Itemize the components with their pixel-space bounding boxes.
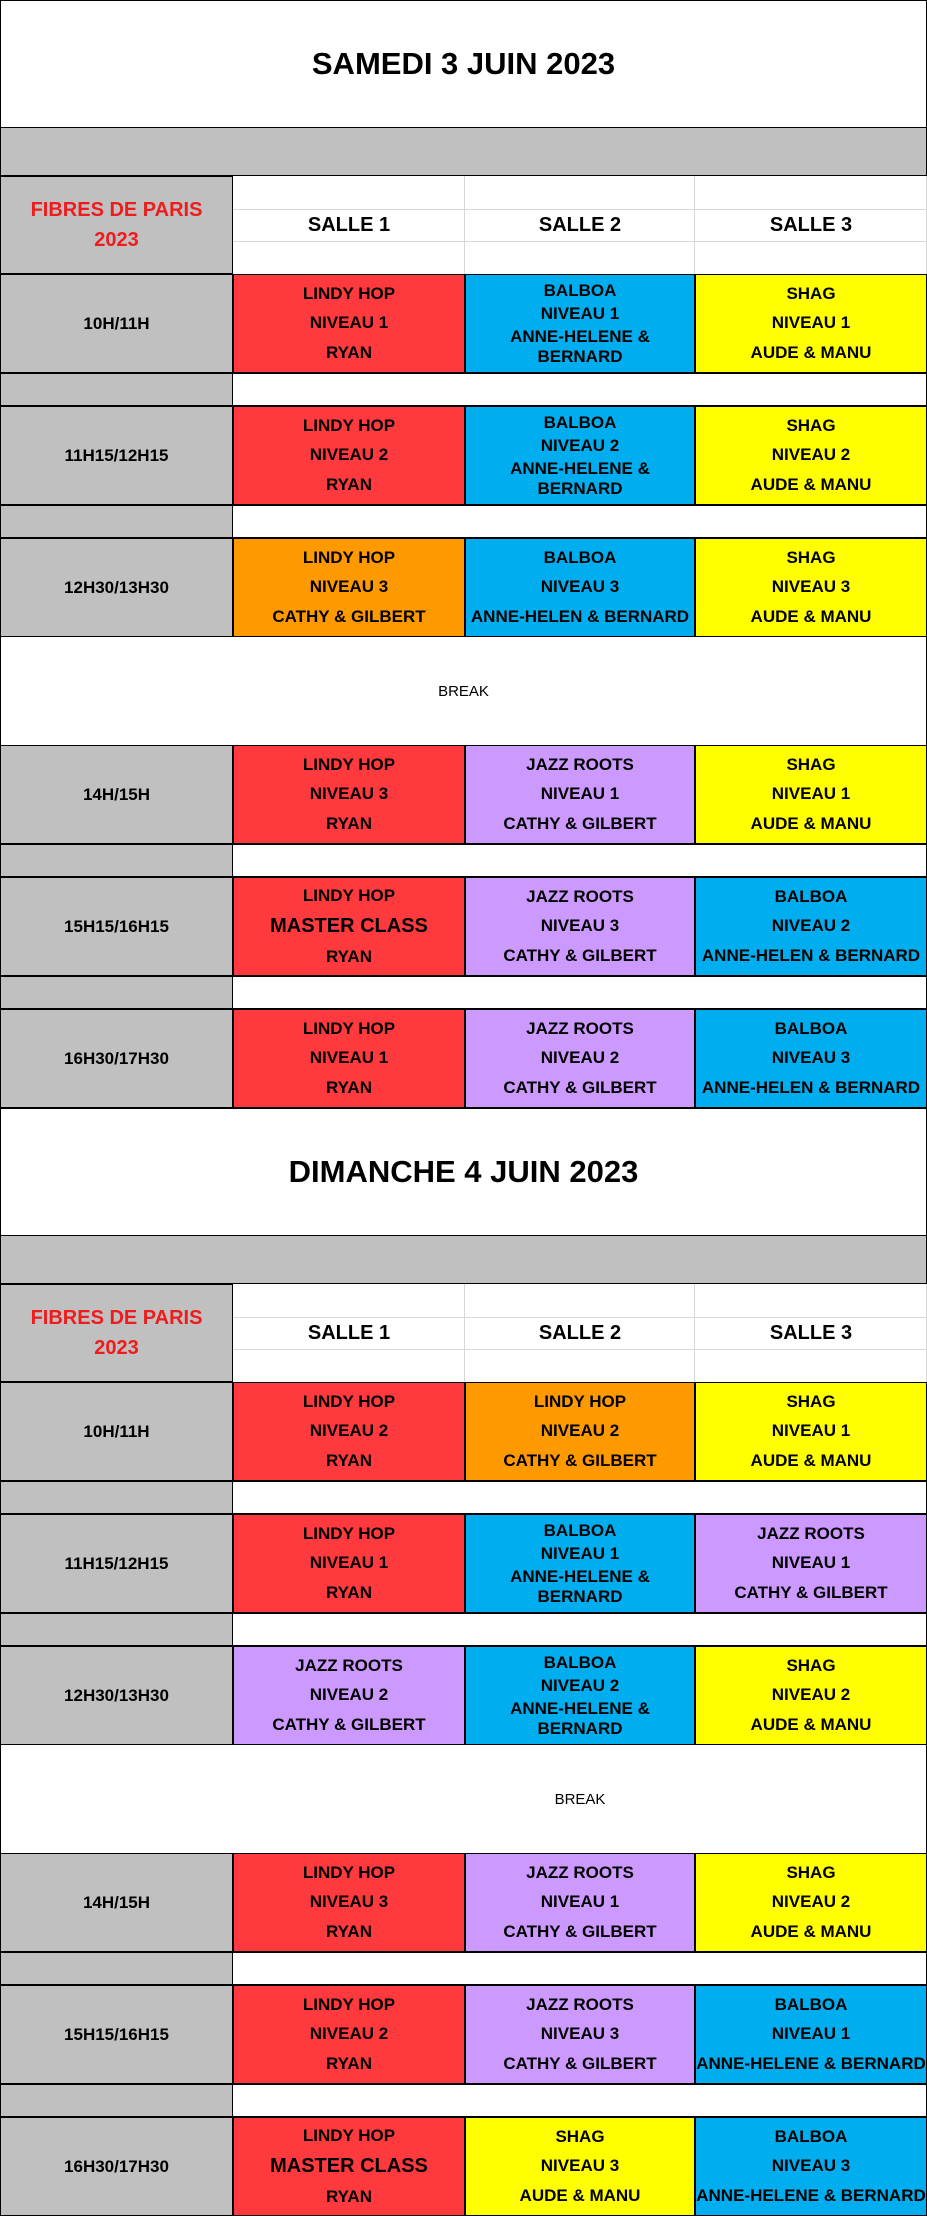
class-level: NIVEAU 2 [771, 1685, 851, 1705]
spacer-white [233, 1613, 927, 1646]
class-style: BALBOA [774, 886, 848, 906]
class-cell [233, 538, 465, 637]
class-teacher: RYAN [326, 1078, 372, 1098]
class-teacher: AUDE & MANU [519, 2186, 641, 2206]
class-teacher: RYAN [326, 1583, 372, 1603]
class-level: NIVEAU 1 [540, 303, 620, 323]
class-level: NIVEAU 1 [540, 1543, 620, 1563]
class-level: NIVEAU 3 [540, 577, 620, 597]
class-teacher: ANNE-HELEN & BERNARD [701, 946, 921, 966]
class-cell [233, 2117, 465, 2216]
time-slot: 14H/15H [0, 745, 233, 844]
header-gridline [233, 1349, 927, 1350]
break-label: BREAK [438, 682, 489, 700]
class-style: BALBOA [543, 280, 617, 300]
class-level: NIVEAU 1 [771, 2024, 851, 2044]
class-cell [233, 1985, 465, 2084]
spacer-white [233, 2084, 927, 2117]
class-teacher: CATHY & GILBERT [503, 1078, 657, 1098]
class-cell [465, 274, 695, 373]
class-teacher: AUDE & MANU [750, 607, 872, 627]
class-level: NIVEAU 2 [309, 2024, 389, 2044]
spacer-white [233, 1481, 927, 1514]
class-cell [465, 538, 695, 637]
class-teacher: RYAN [326, 2054, 372, 2074]
class-cell [695, 2117, 927, 2216]
class-cell [465, 1382, 695, 1481]
class-style: BALBOA [543, 1520, 617, 1540]
class-teacher: ANNE-HELENE & BERNARD [510, 1566, 650, 1606]
class-level: NIVEAU 1 [540, 1892, 620, 1912]
spacer-gray [0, 1613, 233, 1646]
class-cell [695, 538, 927, 637]
class-teacher: RYAN [326, 946, 372, 966]
brand-label [0, 176, 233, 274]
break-row [0, 637, 927, 745]
spacer-gray [0, 505, 233, 538]
room-header-label: SALLE 1 [307, 213, 391, 236]
class-style: BALBOA [543, 412, 617, 432]
class-cell [695, 1853, 927, 1952]
class-cell [695, 1985, 927, 2084]
class-teacher: AUDE & MANU [750, 343, 872, 363]
class-level: NIVEAU 1 [309, 313, 389, 333]
class-style: JAZZ ROOTS [526, 1862, 634, 1882]
class-cell [695, 274, 927, 373]
brand-line: 2023 [94, 1337, 139, 1359]
spacer-gray [0, 1952, 233, 1985]
brand-line: FIBRES DE PARIS [30, 1307, 203, 1329]
class-style: LINDY HOP [302, 2126, 396, 2146]
class-level: NIVEAU 2 [309, 445, 389, 465]
class-cell [465, 877, 695, 976]
class-style: LINDY HOP [302, 1862, 396, 1882]
time-slot: 15H15/16H15 [0, 877, 233, 976]
class-style: JAZZ ROOTS [295, 1655, 403, 1675]
class-teacher: CATHY & GILBERT [503, 946, 657, 966]
class-teacher: ANNE-HELENE & BERNARD [696, 2054, 926, 2074]
room-header-label: SALLE 3 [769, 213, 853, 236]
class-teacher: CATHY & GILBERT [503, 814, 657, 834]
class-teacher: AUDE & MANU [750, 1451, 872, 1471]
class-teacher: CATHY & GILBERT [272, 607, 426, 627]
spacer-gray [0, 1481, 233, 1514]
header-gridline [233, 1317, 927, 1318]
time-slot: 16H30/17H30 [0, 1009, 233, 1108]
class-cell [465, 745, 695, 844]
class-teacher: CATHY & GILBERT [503, 1451, 657, 1471]
time-slot: 14H/15H [0, 1853, 233, 1952]
class-cell [465, 1514, 695, 1613]
spacer-gray [0, 373, 233, 406]
class-style: LINDY HOP [302, 1994, 396, 2014]
header-gridline [233, 241, 927, 242]
class-teacher: ANNE-HELEN & BERNARD [701, 1078, 921, 1098]
class-style: LINDY HOP [302, 886, 396, 906]
time-slot: 12H30/13H30 [0, 538, 233, 637]
class-style: SHAG [555, 2126, 605, 2146]
class-cell [233, 1514, 465, 1613]
class-cell [695, 406, 927, 505]
class-style: SHAG [786, 547, 836, 567]
class-cell [233, 406, 465, 505]
class-level: NIVEAU 3 [309, 577, 389, 597]
time-slot: 11H15/12H15 [0, 1514, 233, 1613]
class-style: JAZZ ROOTS [526, 754, 634, 774]
class-teacher: ANNE-HELENE & BERNARD [510, 1698, 650, 1738]
class-cell [695, 745, 927, 844]
class-cell [233, 274, 465, 373]
class-style: BALBOA [543, 547, 617, 567]
header-gridline [233, 209, 927, 210]
class-style: LINDY HOP [302, 283, 396, 303]
class-level: MASTER CLASS [270, 914, 428, 937]
class-teacher: AUDE & MANU [750, 1715, 872, 1735]
class-style: JAZZ ROOTS [526, 1994, 634, 2014]
spacer-white [233, 844, 927, 877]
class-style: SHAG [786, 1862, 836, 1882]
spacer-white [233, 505, 927, 538]
class-style: BALBOA [543, 1652, 617, 1672]
class-level: NIVEAU 3 [540, 2024, 620, 2044]
class-teacher: RYAN [326, 475, 372, 495]
spacer-gray [0, 2084, 233, 2117]
class-teacher: ANNE-HELENE & BERNARD [696, 2186, 926, 2206]
break-label: BREAK [554, 1790, 606, 1808]
class-style: BALBOA [774, 2126, 848, 2146]
class-style: LINDY HOP [302, 547, 396, 567]
class-teacher: RYAN [326, 2186, 372, 2206]
class-teacher: RYAN [326, 814, 372, 834]
class-cell [465, 2117, 695, 2216]
class-cell [233, 745, 465, 844]
class-cell [695, 1009, 927, 1108]
class-level: NIVEAU 2 [771, 916, 851, 936]
room-header-label: SALLE 2 [538, 213, 622, 236]
time-slot: 15H15/16H15 [0, 1985, 233, 2084]
spacer-white [233, 976, 927, 1009]
time-slot: 11H15/12H15 [0, 406, 233, 505]
class-teacher: AUDE & MANU [750, 1922, 872, 1942]
class-style: BALBOA [774, 1018, 848, 1038]
class-cell [233, 1009, 465, 1108]
class-style: JAZZ ROOTS [526, 886, 634, 906]
class-style: SHAG [786, 1391, 836, 1411]
class-cell [695, 877, 927, 976]
class-level: NIVEAU 3 [771, 1048, 851, 1068]
class-cell [695, 1646, 927, 1745]
class-level: NIVEAU 3 [309, 784, 389, 804]
class-level: NIVEAU 1 [771, 784, 851, 804]
class-level: NIVEAU 3 [771, 2156, 851, 2176]
class-level: NIVEAU 3 [540, 916, 620, 936]
class-teacher: RYAN [326, 343, 372, 363]
class-style: LINDY HOP [302, 1523, 396, 1543]
class-teacher: AUDE & MANU [750, 814, 872, 834]
class-cell [695, 1514, 927, 1613]
class-style: SHAG [786, 283, 836, 303]
spacer-gray [0, 976, 233, 1009]
time-slot: 10H/11H [0, 1382, 233, 1481]
class-level: NIVEAU 2 [771, 1892, 851, 1912]
class-level: NIVEAU 1 [771, 1553, 851, 1573]
spacer-gray [0, 844, 233, 877]
class-style: LINDY HOP [302, 1018, 396, 1038]
class-cell [465, 1853, 695, 1952]
class-style: BALBOA [774, 1994, 848, 2014]
class-style: JAZZ ROOTS [757, 1523, 865, 1543]
time-slot: 12H30/13H30 [0, 1646, 233, 1745]
class-level: NIVEAU 2 [540, 435, 620, 455]
time-slot: 10H/11H [0, 274, 233, 373]
class-cell [465, 1646, 695, 1745]
class-style: SHAG [786, 1655, 836, 1675]
gray-band [0, 128, 927, 176]
class-style: LINDY HOP [533, 1391, 627, 1411]
class-level: NIVEAU 2 [771, 445, 851, 465]
class-teacher: CATHY & GILBERT [503, 1922, 657, 1942]
class-style: LINDY HOP [302, 754, 396, 774]
room-header-label: SALLE 1 [307, 1321, 391, 1344]
class-level: NIVEAU 3 [540, 2156, 620, 2176]
class-cell [695, 1382, 927, 1481]
class-level: NIVEAU 1 [771, 1421, 851, 1441]
class-teacher: AUDE & MANU [750, 475, 872, 495]
class-teacher: RYAN [326, 1922, 372, 1942]
class-teacher: ANNE-HELENE & BERNARD [510, 458, 650, 498]
class-style: JAZZ ROOTS [526, 1018, 634, 1038]
class-style: LINDY HOP [302, 1391, 396, 1411]
class-cell [233, 877, 465, 976]
class-level: NIVEAU 3 [309, 1892, 389, 1912]
class-teacher: ANNE-HELEN & BERNARD [470, 607, 690, 627]
class-level: NIVEAU 2 [540, 1048, 620, 1068]
room-header-label: SALLE 3 [769, 1321, 853, 1344]
class-style: SHAG [786, 754, 836, 774]
class-teacher: CATHY & GILBERT [503, 2054, 657, 2074]
class-level: NIVEAU 1 [771, 313, 851, 333]
class-level: NIVEAU 1 [309, 1553, 389, 1573]
class-level: NIVEAU 3 [771, 577, 851, 597]
gray-band [0, 1236, 927, 1284]
class-teacher: ANNE-HELENE & BERNARD [510, 326, 650, 366]
class-level: NIVEAU 2 [540, 1675, 620, 1695]
time-slot: 16H30/17H30 [0, 2117, 233, 2216]
class-level: NIVEAU 1 [540, 784, 620, 804]
break-row [0, 1745, 927, 1853]
brand-line: FIBRES DE PARIS [30, 199, 203, 221]
room-header-label: SALLE 2 [538, 1321, 622, 1344]
brand-label [0, 1284, 233, 1382]
class-teacher: RYAN [326, 1451, 372, 1471]
class-level: NIVEAU 2 [309, 1421, 389, 1441]
class-teacher: CATHY & GILBERT [272, 1715, 426, 1735]
day-title: SAMEDI 3 JUIN 2023 [0, 0, 927, 128]
class-cell [233, 1382, 465, 1481]
class-style: LINDY HOP [302, 415, 396, 435]
class-style: SHAG [786, 415, 836, 435]
class-cell [465, 406, 695, 505]
class-level: NIVEAU 1 [309, 1048, 389, 1068]
class-level: NIVEAU 2 [309, 1685, 389, 1705]
class-cell [233, 1853, 465, 1952]
class-level: MASTER CLASS [270, 2154, 428, 2177]
class-teacher: CATHY & GILBERT [734, 1583, 888, 1603]
class-cell [233, 1646, 465, 1745]
spacer-white [233, 373, 927, 406]
class-level: NIVEAU 2 [540, 1421, 620, 1441]
spacer-white [233, 1952, 927, 1985]
class-cell [465, 1009, 695, 1108]
brand-line: 2023 [94, 229, 139, 251]
day-title: DIMANCHE 4 JUIN 2023 [0, 1108, 927, 1236]
class-cell [465, 1985, 695, 2084]
